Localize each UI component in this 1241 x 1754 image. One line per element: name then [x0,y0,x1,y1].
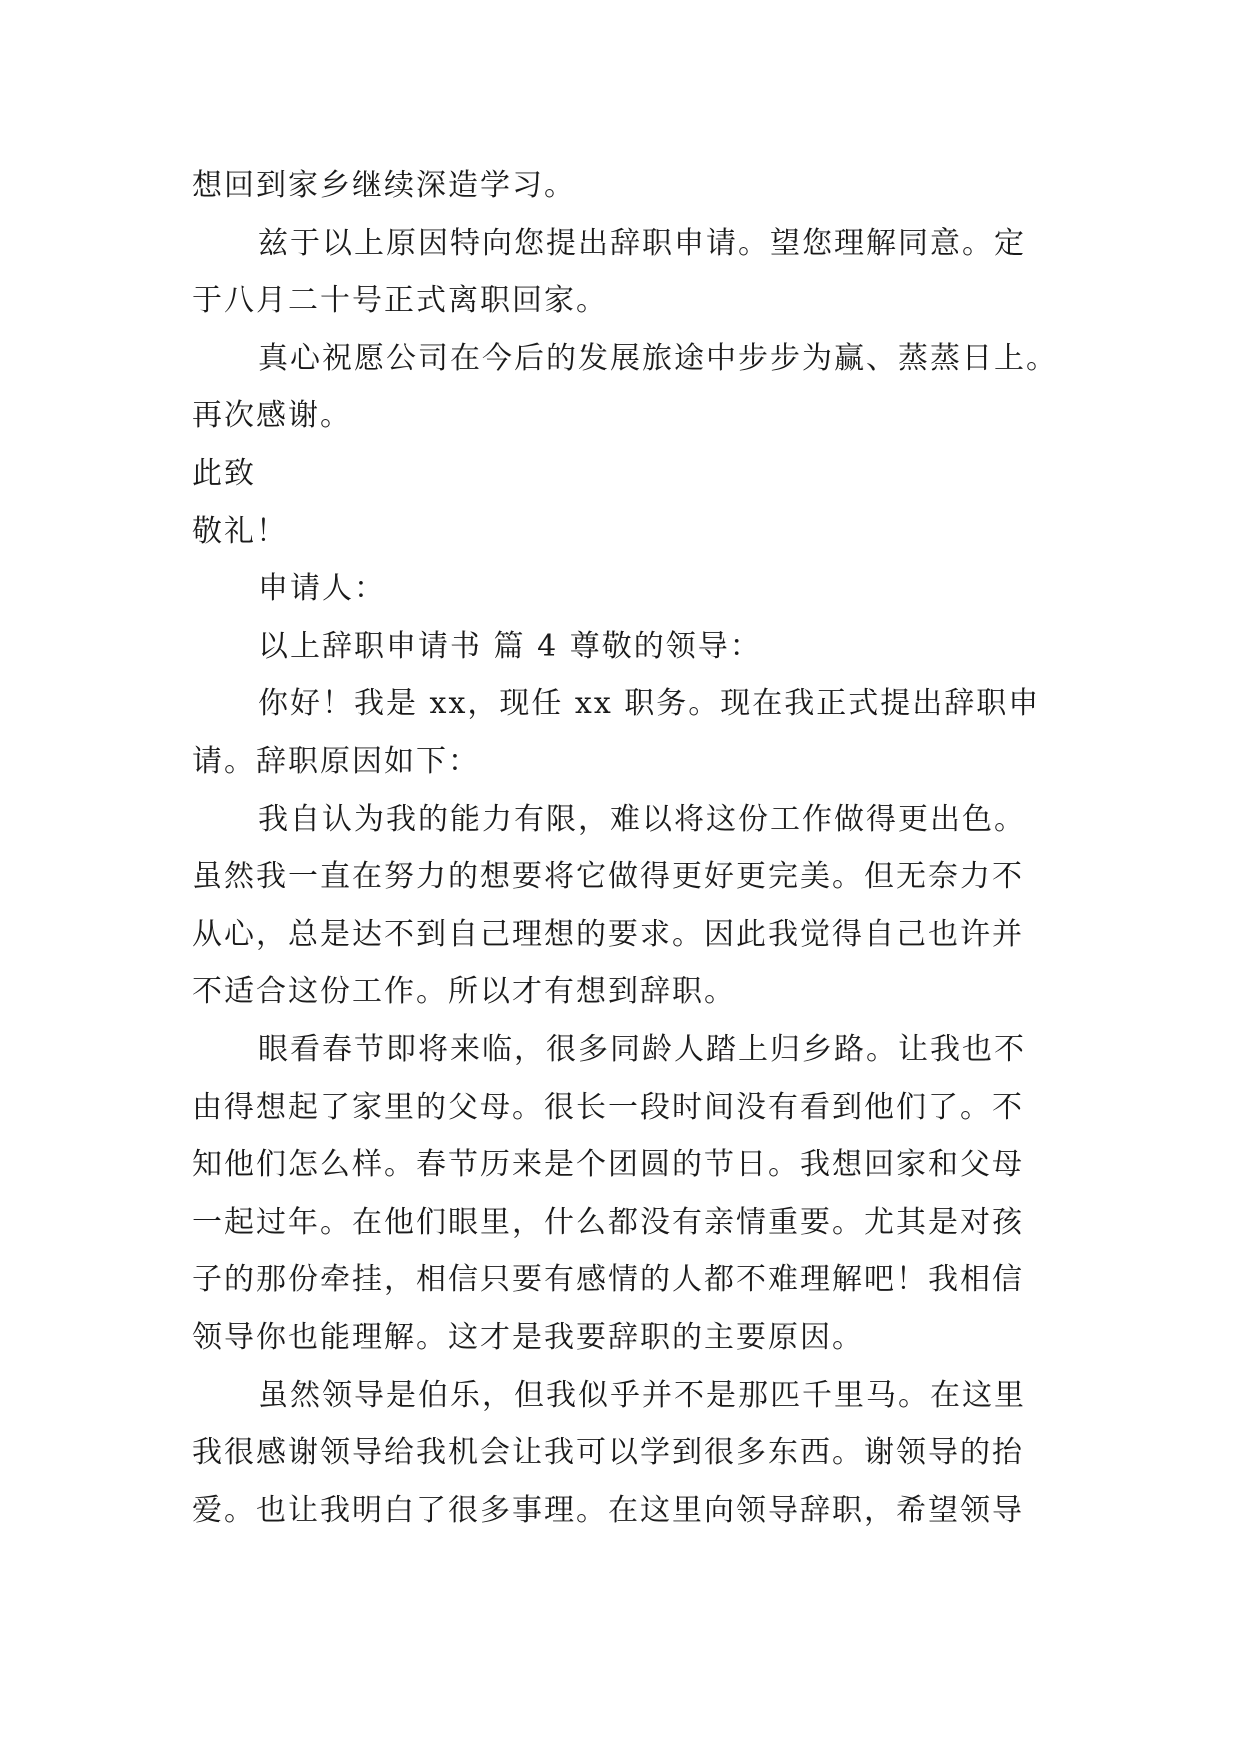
text-line: 敬礼！ [192,514,288,549]
text-line: 你好！我是 xx，现任 xx 职务。现在我正式提出辞职申 [258,686,1041,721]
text-line: 兹于以上原因特向您提出辞职申请。望您理解同意。定 [258,226,1026,261]
text-line: 眼看春节即将来临，很多同龄人踏上归乡路。让我也不 [258,1032,1026,1067]
text-line: 子的那份牵挂，相信只要有感情的人都不难理解吧！我相信 [192,1262,1024,1297]
text-line: 申请人： [258,571,386,606]
text-line: 此致 [192,456,256,491]
text-line: 知他们怎么样。春节历来是个团圆的节日。我想回家和父母 [192,1147,1024,1182]
text-line: 从心，总是达不到自己理想的要求。因此我觉得自己也许并 [192,917,1024,952]
text-line: 于八月二十号正式离职回家。 [192,283,608,318]
text-line: 我自认为我的能力有限，难以将这份工作做得更出色。 [258,802,1026,837]
text-line: 一起过年。在他们眼里，什么都没有亲情重要。尤其是对孩 [192,1205,1024,1240]
text-line: 真心祝愿公司在今后的发展旅途中步步为赢、蒸蒸日上。 [258,341,1058,376]
text-line: 以上辞职申请书 篇 4 尊敬的领导： [258,629,762,664]
text-line: 我很感谢领导给我机会让我可以学到很多东西。谢领导的抬 [192,1435,1024,1470]
text-line: 虽然领导是伯乐，但我似乎并不是那匹千里马。在这里 [258,1378,1026,1413]
text-line: 领导你也能理解。这才是我要辞职的主要原因。 [192,1320,864,1355]
text-line: 虽然我一直在努力的想要将它做得更好更完美。但无奈力不 [192,859,1024,894]
text-line: 爱。也让我明白了很多事理。在这里向领导辞职，希望领导 [192,1493,1024,1528]
text-line: 请。辞职原因如下： [192,744,480,779]
text-line: 想回到家乡继续深造学习。 [192,168,576,203]
text-line: 再次感谢。 [192,398,352,433]
text-line: 不适合这份工作。所以才有想到辞职。 [192,974,736,1009]
text-line: 由得想起了家里的父母。很长一段时间没有看到他们了。不 [192,1090,1024,1125]
